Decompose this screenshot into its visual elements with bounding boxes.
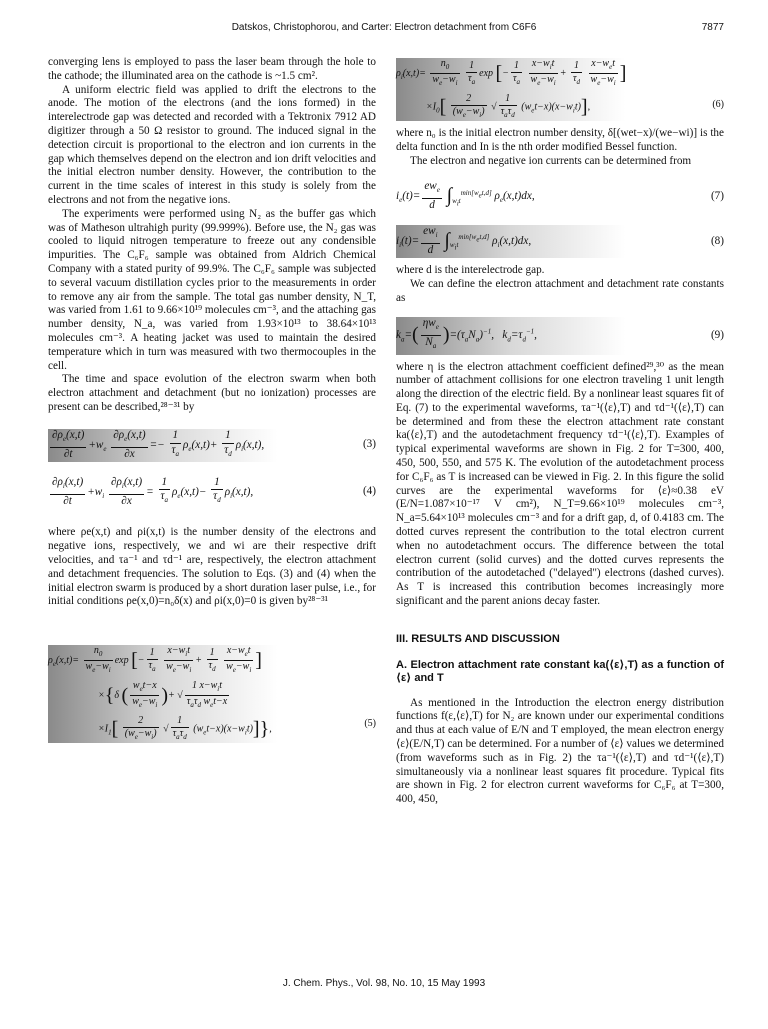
paragraph: The electron and negative ion currents can be determined from: [410, 154, 692, 167]
page-number: 7877: [701, 22, 724, 33]
paragraph: The time and space evolution of the electron swarm when both electron attachment and detachment (but no ionization) processes are present can be described,²⁸⁻³¹ by: [48, 373, 376, 413]
left-column: [48, 56, 376, 749]
paragraph: where ρe(x,t) and ρi(x,t) is the number density of the electrons and negative ions, respectively, we and wi are their respective drift velocities, and τa⁻¹ and τd⁻¹ are, respectively, the electron attachment and detachment frequencies. The solution to Eqs. (3) and (4) when the initial electron swarm is produced by a short duration laser pulse, i.e., for initial conditions ρe(x,0)=n₀δ(x) and ρi(x,0)=0 is given by²⁸⁻³¹: [48, 526, 376, 608]
right-column: [396, 56, 724, 807]
equation-5: $\rho_e(x,t)=$ $\frac{n_0}{w_e-w_i}$ exp [− $\frac{1}{\tau_a}$ $\frac{x-w_it}{w_e-w_i}$ + $\frac{1}{\tau_d}$ $\frac{x-w_et}{w_e-w_i}$ ] ×{δ ( $\frac{w_et-x}{w_e-w_i}$ )+ √ $\frac{1 x-w_it}{\tau_a\tau_d w_et-x}$ $\times I_1$[ $\frac{2}{(w_e-w_i)}$ √ $\frac{1}{\tau_a\tau_d}$ $(w_et-x)(x-w_it)$]}, (5): [48, 645, 376, 742]
paragraph: where η is the electron attachment coefficient defined²⁹,³⁰ as the mean number of attachment collisions for one electron traveling 1 unit length along the direction of the electric field. By a nonlinear least squares fit of Eq. (7) to the experimental waveforms, τa⁻¹(⟨ε⟩,T) and τd⁻¹(⟨ε⟩,T) can be determined and from these the electron attachment rate constant ka(⟨ε⟩,T) and the autodetachment frequency τd⁻¹(⟨ε⟩,T). Examples of typical experimental waveforms are shown in Fig. 2 for T=300, 400, 450, 500, 550, and 575 K. The evolution of the autodetachment process for C₆F₆ as T is increased can be viewed in Fig. 2. In this figure the solid curves are the experimental waveforms for ⟨ε⟩≈0.38 eV (E/N=1.087×10⁻¹⁷ V cm²), N_T=9.66×10¹⁹ molecules cm⁻³, N_a=5.64×10¹³ molecules cm⁻³ and for a drift gap, d, of 0.4183 cm. The dotted curves represent the contribution to the total electron current when no autodetachment occurs. The difference between the total electron current (solid curves) and the dotted curves represents the contribution of the autodetached ("delayed") electrons (dashed curves). As T is increased this contribution becomes increasingly more significant and the parent anions decay faster.: [396, 360, 724, 608]
equation-4: $\frac{\partial\rho_i(x,t)}{\partial t}$ $+w_i$ $\frac{\partial\rho_i(x,t)}{\partial x}$ = $\frac{1}{\tau_a}$ $\rho_e(x,t)-$ $\frac{1}{\tau_d}$ $\rho_i(x,t)$, (4): [52, 475, 376, 507]
equation-number: (5): [364, 717, 376, 729]
equation-9: $k_a=$( $\frac{\eta w_e}{N_a}$ )$=(\tau_aN_a)^{-1}$, $k_d=\tau_d^{-1}$, (9): [396, 317, 724, 354]
running-head: Datskos, Christophorou, and Carter: Electron detachment from C6F6: [231, 22, 537, 33]
equation-8: $i_i(t)=$ $\frac{ew_i}{d}$ $\int_{w_it}^{min[w_et,d]}$ $\rho_i(x,t)dx$, (8): [396, 225, 724, 257]
equation-number: (6): [712, 99, 724, 111]
page-header: [0, 22, 768, 38]
paragraph: We can define the electron attachment and detachment rate constants as: [396, 277, 724, 304]
paragraph: converging lens is employed to pass the laser beam through the hole to the cathode; the illuminated area on the cathode is ~1.5 cm².: [48, 56, 376, 82]
section-heading: III. RESULTS AND DISCUSSION: [396, 632, 560, 645]
equation-number: (9): [710, 329, 724, 342]
equation-number: (4): [362, 485, 376, 498]
paragraph: where n₀ is the initial electron number density, δ[(wet−x)/(we−wi)] is the delta function and In is the nth order modified Bessel function.: [396, 127, 724, 153]
equation-6: $\rho_i(x,t)=$ $\frac{n_0}{w_e-w_i}$ $\frac{1}{\tau_a}$ exp [− $\frac{1}{\tau_a}$ $\frac{x-w_it}{w_e-w_i}$ + $\frac{1}{\tau_d}$ $\frac{x-w_et}{w_e-w_i}$ ] $\times I_0$[ $\frac{2}{(w_e-w_i)}$ √ $\frac{1}{\tau_a\tau_d}$ $(w_et-x)(x-w_it)$], (6): [396, 58, 724, 119]
equation-number: (7): [710, 189, 724, 202]
equation-7: $i_e(t)=$ $\frac{ew_e}{d}$ $\int_{w_it}^{min[w_et,d]}$ $\rho_e(x,t)dx$, (7): [396, 180, 724, 212]
equation-number: (8): [710, 234, 724, 247]
paragraph: The experiments were performed using N₂ as the buffer gas which was of Matheson ultrahigh purity (99.999%). Before use, the N₂ gas was cooled to liquid nitrogen temperature to freeze out any condensible impurities. The C₆F₆ sample was obtained from Aldrich Chemical Company with a stated purity of 99.9%. The C₆F₆ sample was subjected to several vacuum distillation cycles prior to the measurements in order to remove any air from the sample. The total gas number density, N_T, was varied from 1.61 to 9.66×10¹⁹ molecules cm⁻³, and the attaching gas number density, N_a, was varied from 1.93×10¹³ to 38.64×10¹³ molecules cm⁻³. A heating jacket was used to maintain the desired temperature which in turn was measured with two thermocouples in the cell.: [48, 207, 376, 372]
equation-number: (3): [362, 438, 376, 451]
page-footer: J. Chem. Phys., Vol. 98, No. 10, 15 May 1993: [282, 978, 486, 989]
equation-3: $\frac{\partial\rho_e(x,t)}{\partial t}$ $+w_e$ $\frac{\partial\rho_e(x,t)}{\partial x}$ =− $\frac{1}{\tau_a}$ $\rho_e(x,t)+$ $\frac{1}{\tau_d}$ $\rho_i(x,t)$, (3): [48, 429, 376, 462]
paragraph: where d is the interelectrode gap.: [396, 264, 545, 277]
paragraph: As mentioned in the Introduction the electron energy distribution functions f(ε,⟨ε⟩,T) for N₂ are known under our experimental conditions and thus at each value of E/N and T employed, the mean electron energy ⟨ε⟩(E/N,T) can be determined. For a number of ⟨ε⟩ values we determined (from waveforms such as in Fig. 2) the τa⁻¹(⟨ε⟩,T) and τd⁻¹(⟨ε⟩,T) simultaneously via a nonlinear least squares fit procedure. Typical fits are shown in Fig. 2 for electron current waveforms for C₆F₆ at T=300, 400, 450,: [396, 696, 724, 806]
subsection-heading: A. Electron attachment rate constant ka(⟨ε⟩,T) as a function of ⟨ε⟩ and T: [396, 658, 724, 684]
paragraph: A uniform electric field was applied to drift the electrons to the anode. The motion of the electrons (and the ions formed) in the interelectrode gap was detected and recorded with a Tektronix 7912 AD digitizer through a 50 Ω resistor to ground. The induced signal in the detection circuit is proportional to the electron and ion currents in the gap which themselves depend on the electron and ion drift velocities and the initial electron number density. However, the contribution to the current in the time scales of interest in this study is solely from the electrons and not from the negative ions.: [48, 83, 376, 206]
